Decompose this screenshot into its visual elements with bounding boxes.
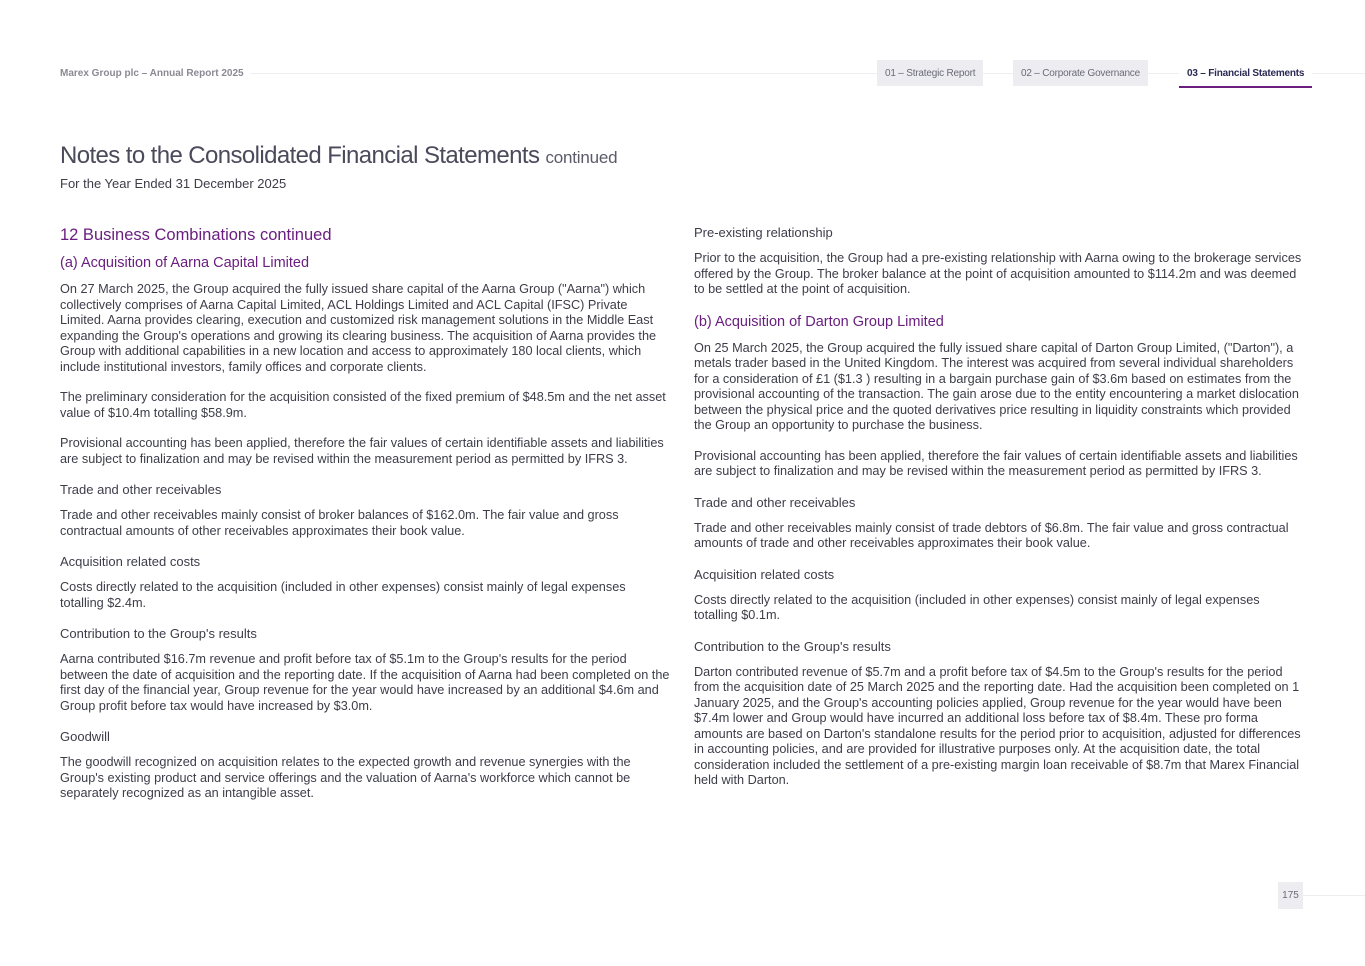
tab-financial-statements[interactable]: 03 – Financial Statements xyxy=(1179,60,1312,88)
section-title-suffix: continued xyxy=(259,226,332,244)
tab-corporate-governance[interactable]: 02 – Corporate Governance xyxy=(1013,60,1148,86)
section-title-text: 12 Business Combinations xyxy=(60,226,256,244)
paragraph: Prior to the acquisition, the Group had a pre-existing relationship with Aarna owing to the brokerage services offered by the Group. The broker balance at the point of acquisition amounted to $114.2m and was deemed to be settled at the point of acquisition. xyxy=(694,251,1302,296)
heading-goodwill: Goodwill xyxy=(60,729,110,744)
paragraph: Aarna contributed $16.7m revenue and profit before tax of $5.1m to the Group's results for the period between the date of acquisition and the reporting date. If the acquisition of Aarna had been completed on the first day of the financial year, Group revenue for the year would have increased by an additional $4.6m and Group profit before tax would have increased by $3.0m. xyxy=(60,652,670,713)
heading-trade-receivables: Trade and other receivables xyxy=(60,482,222,497)
heading-trade-receivables: Trade and other receivables xyxy=(694,494,856,510)
paragraph: On 25 March 2025, the Group acquired the fully issued share capital of Darton Group Limited, ("Darton"), a metals trader based in the United Kingdom. The interest was acquired from several individual shareholders for a consideration of £1 ($1.3 ) resulting in a bargain purchase gain of $3.6m based on estimates from the provisional accounting of the transaction. The gain arose due to the entity encountering a market dislocation between the physical price and the quoted derivatives price resulting in liquidity constraints which provided the Group an opportunity to purchase the business. xyxy=(694,340,1299,432)
paragraph: Provisional accounting has been applied, therefore the fair values of certain identifiable assets and liabilities are subject to finalization and may be revised within the measurement period as permitted by IFRS 3. xyxy=(694,448,1298,478)
page-title-text: Notes to the Consolidated Financial Statements xyxy=(60,142,540,169)
heading-acquisition-costs: Acquisition related costs xyxy=(60,554,201,569)
page-number: 175 xyxy=(1278,882,1303,909)
subsection-title-aarna: (a) Acquisition of Aarna Capital Limited xyxy=(60,255,310,271)
heading-pre-existing: Pre-existing relationship xyxy=(694,225,833,240)
page-title-suffix: continued xyxy=(545,148,618,167)
paragraph: Trade and other receivables mainly consist of broker balances of $162.0m. The fair value and gross contractual amounts of other receivables approximates their book value. xyxy=(60,508,619,538)
tab-strategic-report[interactable]: 01 – Strategic Report xyxy=(877,60,983,86)
paragraph: The goodwill recognized on acquisition relates to the expected growth and revenue synergies with the Group's existing product and service offerings and the valuation of Aarna's workforce which cannot be separately recognized as an intangible asset. xyxy=(60,755,631,800)
page-title xyxy=(60,142,617,170)
paragraph: Costs directly related to the acquisition (included in other expenses) consist mainly of legal expenses totalling $0.1m. xyxy=(694,592,1260,622)
paragraph: Provisional accounting has been applied, therefore the fair values of certain identifiable assets and liabilities are subject to finalization and may be revised within the measurement period as permitted by IFRS 3. xyxy=(60,436,664,466)
subsection-title-darton: (b) Acquisition of Darton Group Limited xyxy=(694,313,944,330)
heading-contribution: Contribution to the Group's results xyxy=(694,638,891,654)
heading-acquisition-costs: Acquisition related costs xyxy=(694,566,835,582)
section-title xyxy=(60,225,672,245)
heading-contribution: Contribution to the Group's results xyxy=(60,626,257,641)
page-subtitle: For the Year Ended 31 December 2025 xyxy=(60,176,287,191)
right-column xyxy=(694,225,1306,804)
paragraph: Costs directly related to the acquisition (included in other expenses) consist mainly of legal expenses totalling $2.4m. xyxy=(60,580,626,610)
paragraph: On 27 March 2025, the Group acquired the fully issued share capital of the Aarna Group ("Aarna") which collectively comprises of Aarna Capital Limited, ACL Holdings Limited and ACL Capital (IFSC) Private Limited. Aarna provides clearing, execution and customized risk management solutions in the Middle East expanding the Group's operations and growing its clearing business. The acquisition of Aarna provides the Group with additional capabilities in a new location and access to approximately 180 local clients, which include institutional investors, family offices and corporate clients. xyxy=(60,282,657,374)
footer-divider xyxy=(1303,895,1365,896)
left-column xyxy=(60,225,672,817)
paragraph: Trade and other receivables mainly consist of trade debtors of $6.8m. The fair value and gross contractual amounts of trade and other receivables approximates their book value. xyxy=(694,520,1289,550)
report-title: Marex Group plc – Annual Report 2025 xyxy=(60,68,250,79)
paragraph: Darton contributed revenue of $5.7m and a profit before tax of $4.5m to the Group's results for the period from the acquisition date of 25 March 2025 and the reporting date. Had the acquisition been completed on 1 January 2025, and the Group's accounting policies applied, Group revenue for the year would have been $7.4m lower and Group would have incurred an additional loss before tax of $8.4m. These pro forma amounts are based on Darton's standalone results for the period prior to acquisition, adjusted for differences in accounting policies, and are provided for illustrative purposes only. At the acquisition date, the total consideration included the settlement of a pre-existing margin loan receivable of $8.7m that Marex Financial held with Darton. xyxy=(694,664,1301,787)
paragraph: The preliminary consideration for the acquisition consisted of the fixed premium of $48.5m and the net asset value of $10.4m totalling $58.9m. xyxy=(60,390,666,420)
